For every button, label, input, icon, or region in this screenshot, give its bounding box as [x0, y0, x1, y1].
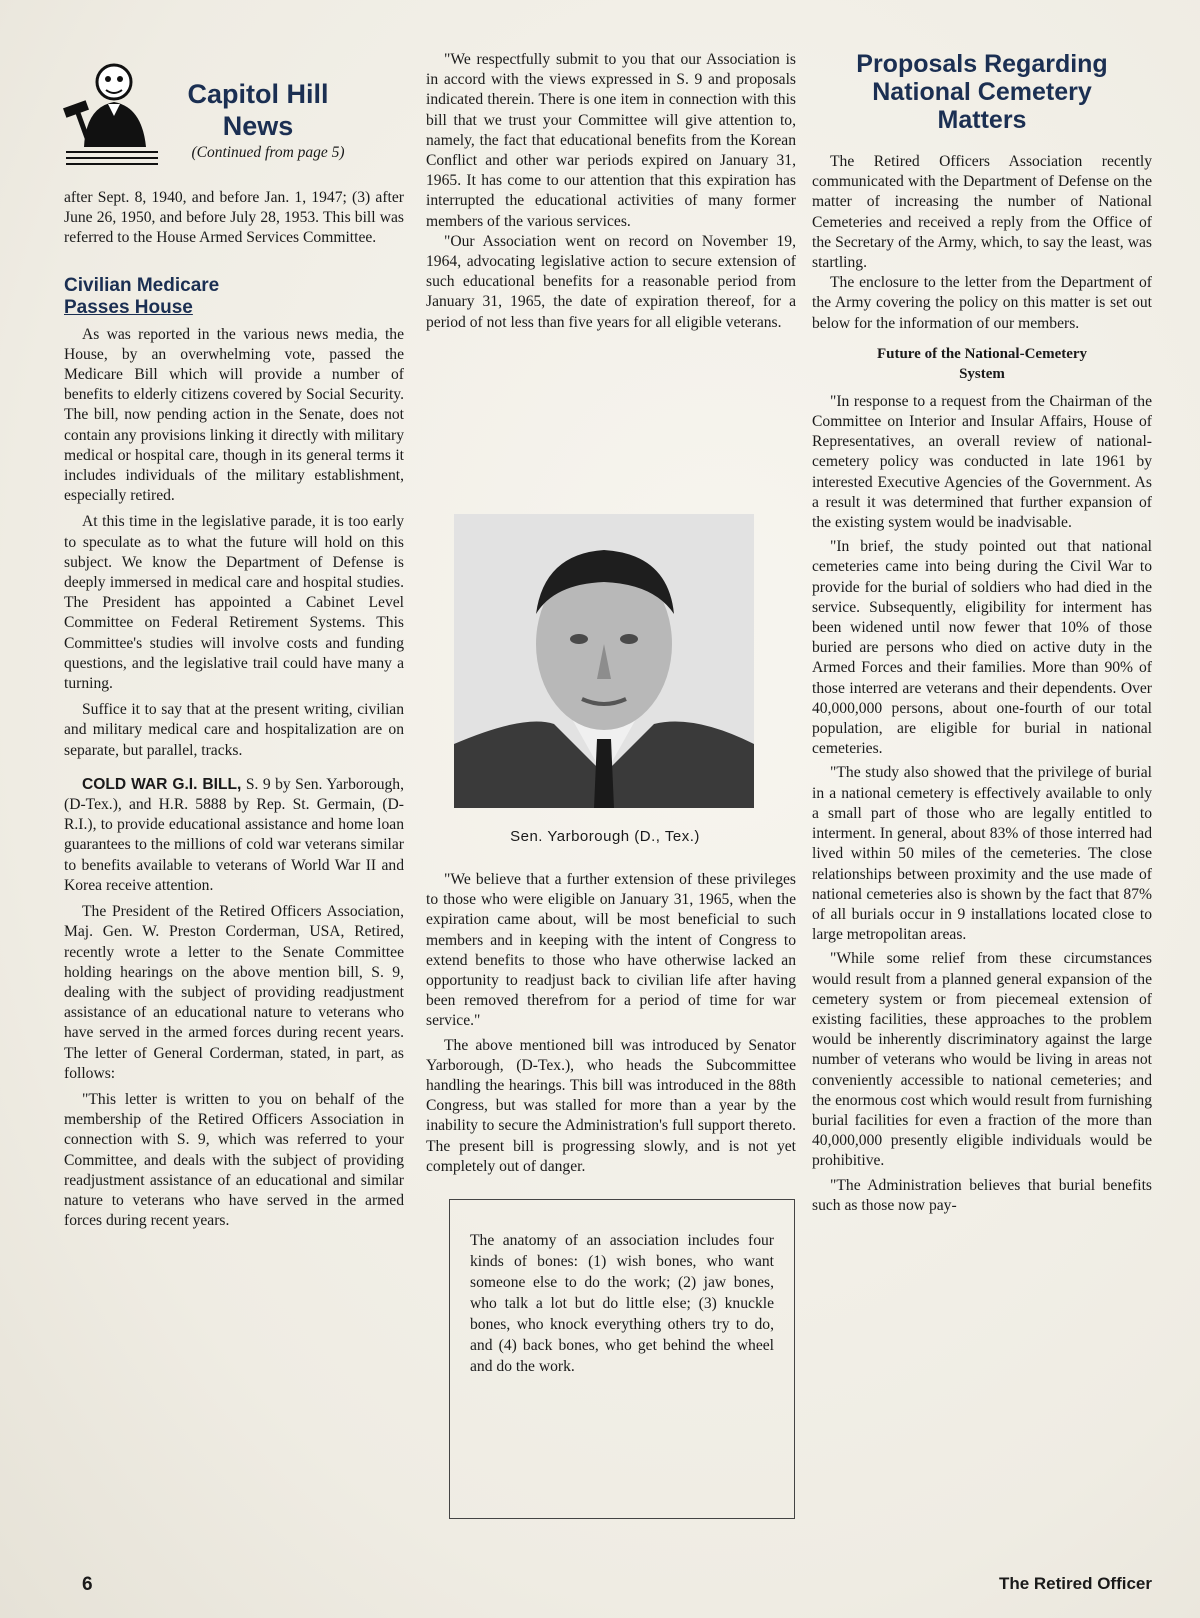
portrait-illustration — [454, 514, 754, 808]
column-middle — [426, 50, 796, 333]
medicare-paragraph-2: At this time in the legislative parade, it is too early to speculate as to what the future will hold on this subject. We know the Department of Defense is deeply immersed in medical care and hospital studies. The President has appointed a Cabinet Level Committee on Federal Retirement Systems. This Committee's studies will involve costs and funding questions, and the legislative trail could have many a turning. — [64, 513, 404, 693]
column-right — [812, 152, 1152, 1216]
congressman-gavel-icon — [62, 52, 162, 170]
admin-paragraph: "The Administration believes that burial benefits such as those now pay- — [812, 1176, 1152, 1214]
cemetery-title — [812, 50, 1152, 134]
brief-paragraph: "In brief, the study pointed out that national cemeteries came into being during the Civil War to provide for the burial of soldiers who had died in the service. Subsequently, eligibility for interment has been widened until now fewer that 10% of those buried are persons who died on active duty in the Armed Forces and their families. More than 90% of those interred are veterans and their dependents. Over 40,000,000 persons, about one-fourth of our total population, are eligible for burial in national cemeteries. — [812, 538, 1152, 758]
cemetery-title-line1: Proposals Regarding — [856, 50, 1108, 78]
senator-portrait-photo — [454, 514, 754, 808]
cemetery-title-line3: Matters — [937, 106, 1027, 134]
anatomy-box — [449, 1199, 795, 1519]
communicated-paragraph: The Retired Officers Association recently communicated with the Department of Defense on the matter of increasing the number of National Cemeteries and received a reply from the Office of the Secretary of the Army, which, to say the least, was startling. — [812, 153, 1152, 272]
cold-war-lead: COLD WAR G.I. BILL, — [82, 775, 242, 793]
medicare-heading-line1: Civilian Medicare — [64, 274, 220, 296]
header-title-line1: Capitol Hill — [187, 79, 329, 109]
medicare-paragraph-3: Suffice it to say that at the present writing, civilian and military medical care and hospitalization are on separate, but parallel, tracks. — [64, 701, 404, 759]
president-paragraph: The President of the Retired Officers Association, Maj. Gen. W. Preston Corderman, USA, Retired, recently wrote a letter to the Senate Committee holding hearings on the above mention bill, S. 9, dealing with the subject of providing readjustment assistance of an educational nature to veterans who have served in the armed forces during recent years. The letter of General Corderman, stated, in part, as follows: — [64, 903, 404, 1082]
photo-caption: Sen. Yarborough (D., Tex.) — [510, 828, 700, 845]
publication-name: The Retired Officer — [998, 1574, 1152, 1593]
response-paragraph: "In response to a request from the Chairman of the Committee on Interior and Insular Affairs, House of Representatives, an overall review of national-cemetery policy was conducted in late 1961 by interested Executive Agencies of the Government. As a result it was determined that further expansion of the existing system would be inadvisable. — [812, 392, 1152, 532]
anatomy-text: The anatomy of an association includes four kinds of bones: (1) wish bones, who want someone else to do the work; (2) jaw bones, who talk a lot but do little else; (3) knuckle bones, who knock everything others try to do, and (4) back bones, who get behind the wheel and do the work. — [470, 1232, 774, 1375]
medicare-heading-line2: Passes House — [64, 296, 193, 318]
believe-paragraph: "We believe that a further extension of these privileges to those who were eligible on January 31, 1965, when the expiration came about, will be most beneficial to such members and in keeping with the intent of Congress to extend benefits to those who have otherwise lacked an opportunity to readjust back to civilian life after having been removed therefrom for a period of time for war service." — [426, 871, 796, 1030]
column-left — [64, 188, 404, 1231]
page-number: 6 — [82, 1574, 93, 1595]
letter-paragraph: "This letter is written to you on behalf of the membership of the Retired Officers Association in connection with S. 9, which was referred to your Committee, and deals with the subject of providing readjustment assistance of an educational and similar nature to veterans who have served in the armed forces during recent years. — [64, 1090, 404, 1230]
submit-paragraph: "We respectfully submit to you that our Association is in accord with the views expressed in S. 9 and proposals indicated therein. There is one item in connection with this bill that we trust your Committee will give attention to, namely, the fact that educational benefits from the Korean Conflict and other war periods expired on January 31, 1965. It has come to our attention that this expiration has interrupted the educational activities of many former members of the various services. — [426, 51, 796, 230]
future-system-subhead-line2: System — [959, 365, 1005, 382]
medicare-paragraph-1: As was reported in the various news media, the House, by an overwhelming vote, passed the Medicare Bill which will provide a number of benefits to elderly citizens covered by Social Security. The bill, now pending action in the Senate, does not contain any provisions linking it directly with military medical or hospital care, though in its general terms it includes individuals of the military establishment, especially retired. — [64, 325, 404, 505]
relief-paragraph: "While some relief from these circumstances would result from a planned general expansion of the cemetery system or from piecemeal extension of existing facilities, these approaches to the problem would be inherently discriminatory against the large number of veterans who would be living in areas not conveniently accessible to national cemeteries; and the enormous cost which would result from furnishing burial facilities for even a fraction of the more than 40,000,000 presently eligible individuals would be prohibitive. — [812, 950, 1152, 1170]
record-paragraph: "Our Association went on record on November 19, 1964, advocating legislative action to secure extension of such educational benefits for a reasonable period from January 31, 1965, the date of expiration thereof, for a period of not less than five years for all eligible veterans. — [426, 232, 796, 331]
intro-paragraph: after Sept. 8, 1940, and before Jan. 1, 1947; (3) after June 26, 1950, and before July 28, 1953. This bill was referred to the House Armed Services Committee. — [64, 189, 404, 247]
cold-war-paragraph — [64, 775, 404, 896]
future-system-subhead — [812, 344, 1152, 384]
study-paragraph: "The study also showed that the privilege of burial in a national cemetery is effectively available to only a small part of those who are legally entitled to interment. In general, about 83% of those interred had lived within 50 miles of the cemeteries. The close relationships between proximity and the use made of national cemeteries also is shown by the fact that 87% of all burials occur in 9 installations located close to large metropolitan areas. — [812, 764, 1152, 944]
continued-note: (Continued from page 5) — [191, 144, 345, 161]
column-middle-lower — [426, 870, 796, 1177]
cemetery-title-line2: National Cemetery — [872, 78, 1092, 106]
header-title-line2: News — [222, 111, 294, 141]
header-title — [148, 78, 368, 142]
future-system-subhead-line1: Future of the National-Cemetery — [876, 345, 1088, 362]
medicare-heading — [64, 275, 404, 319]
cold-war-text: S. 9 by Sen. Yarborough, (D-Tex.), and H.R. 5888 by Rep. St. Germain, (D-R.I.), to provide educational assistance and home loan guarantees to the millions of cold war veterans similar to benefits available to veterans of World War II and Korea receive attention. — [64, 775, 404, 894]
enclosure-paragraph: The enclosure to the letter from the Department of the Army covering the policy on this matter is set out below for the information of our members. — [812, 274, 1152, 332]
introduced-paragraph: The above mentioned bill was introduced by Senator Yarborough, (D-Tex.), who heads the Subcommittee handling the hearings. This bill was introduced in the 88th Congress, but was stalled for more than a year by the inability to secure the Administration's full support thereto. The present bill is progressing slowly, and is not yet completely out of danger. — [426, 1036, 796, 1175]
